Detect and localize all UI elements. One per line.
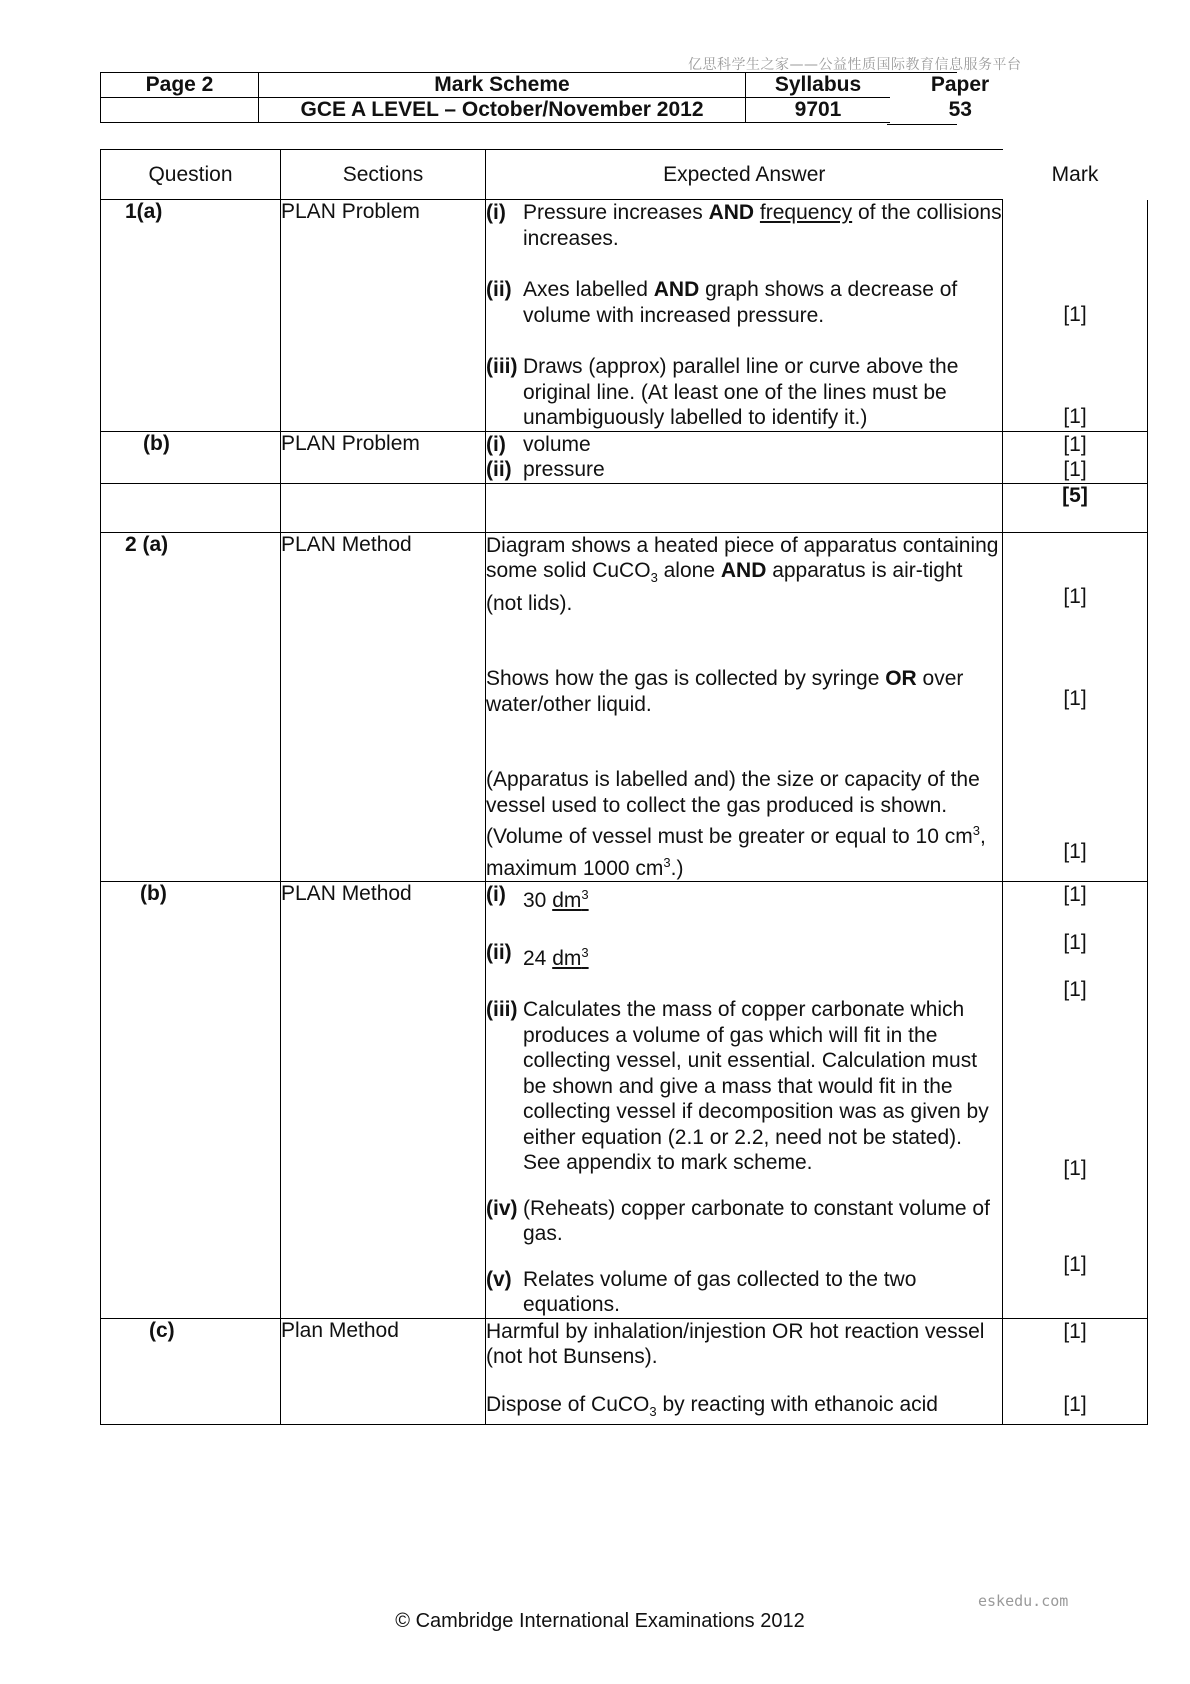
item-label: (i) — [486, 201, 506, 224]
page-label: Page 2 — [101, 73, 259, 98]
mark-value: [1] — [1063, 1253, 1087, 1277]
question-number: (b) — [101, 431, 281, 483]
question-number: 2 (a) — [101, 532, 281, 882]
answer-text: 30 $dm^3$ — [523, 887, 589, 913]
mark-value: [1] — [1063, 686, 1087, 710]
answer-text: Axes labelled AND graph shows a decrease of volume with increased pressure. — [523, 278, 958, 327]
mark-value: [1] — [1063, 1156, 1087, 1180]
mark-cell — [1003, 1318, 1148, 1425]
mark-value: [1] — [1063, 978, 1087, 1002]
question-number: 1(a) — [101, 200, 281, 432]
watermark-top: 亿思科学生之家——公益性质国际教育信息服务平台 — [688, 57, 1022, 73]
section-label: PLAN Method — [281, 532, 486, 882]
section-label: PLAN Problem — [281, 431, 486, 483]
mark-value: [1] — [1063, 883, 1087, 907]
column-header-mark: Mark — [1051, 162, 1099, 186]
item-label: (iii) — [486, 998, 518, 1022]
table-row — [101, 882, 1148, 1319]
answer-text: Diagram shows a heated piece of apparatus containing some solid CuCO$_3$ alone AND apparatus is air-tight (not lids). — [486, 533, 999, 615]
column-header-expected-answer: Expected Answer — [486, 150, 1003, 200]
column-header-question: Question — [101, 150, 281, 200]
table-row — [101, 200, 1148, 432]
mark-scheme-table — [100, 149, 1148, 1425]
answer-text: Dispose of CuCO$_3$ by reacting with ethanoic acid — [486, 1392, 938, 1419]
column-header-sections: Sections — [281, 150, 486, 200]
answer-text: Relates volume of gas collected to the two equations. — [523, 1267, 917, 1317]
section-label: PLAN Method — [281, 882, 486, 1319]
paper-number: 53 — [948, 98, 972, 121]
answer-text: 24 $dm^3$ — [523, 944, 589, 970]
question-number: (c) — [101, 1318, 281, 1425]
divider — [887, 72, 957, 73]
header-table — [100, 72, 1031, 123]
item-label: (ii) — [486, 278, 512, 301]
mark-value: [1] — [1063, 584, 1087, 608]
mark-cell — [1003, 200, 1148, 432]
item-label: (ii) — [486, 940, 512, 964]
answer-text: Shows how the gas is collected by syringe OR over water/other liquid. — [486, 667, 964, 716]
expected-answer — [486, 882, 1003, 1319]
mark-value: [1] — [1063, 404, 1087, 428]
expected-answer — [486, 431, 1003, 483]
table-row — [101, 431, 1148, 483]
table-row — [101, 1318, 1148, 1425]
mark-value: [1] — [1063, 432, 1087, 456]
mark-value: [1] — [1063, 302, 1087, 326]
table-row — [101, 483, 1148, 532]
item-label: (ii) — [486, 458, 512, 481]
mark-cell — [1003, 431, 1148, 483]
syllabus-label: Syllabus — [746, 73, 891, 98]
answer-text: pressure — [523, 458, 605, 481]
watermark-bottom: eskedu.com — [978, 1592, 1069, 1610]
paper-label: Paper — [930, 73, 990, 96]
section-label: PLAN Problem — [281, 200, 486, 432]
mark-value: [1] — [1063, 1392, 1087, 1416]
item-label: (iv) — [486, 1196, 518, 1220]
divider — [887, 124, 957, 125]
mark-value: [1] — [1063, 839, 1087, 863]
table-row — [101, 532, 1148, 882]
expected-answer — [486, 200, 1003, 432]
mark-cell — [1003, 532, 1148, 882]
answer-text: Draws (approx) parallel line or curve above the original line. (At least one of the lines must be unambiguously labelled to identify it.) — [523, 355, 959, 429]
answer-text: volume — [523, 432, 591, 456]
answer-text: Harmful by inhalation/injestion OR hot reaction vessel (not hot Bunsens). — [486, 1319, 985, 1369]
question-number: (b) — [101, 882, 281, 1319]
answer-text: Calculates the mass of copper carbonate which produces a volume of gas which will fit in the collecting vessel, unit essential. Calculation must be shown and give a mass that would fit in the collecting vessel if decomposition was as given by either equation (2.1 or 2.2, need not be stated). See appendix to mark scheme. — [523, 998, 989, 1175]
mark-value: [1] — [1063, 930, 1087, 954]
answer-text: Pressure increases AND frequency of the collisions increases. — [523, 201, 1002, 250]
item-label: (i) — [486, 883, 506, 907]
answer-text: (Apparatus is labelled and) the size or capacity of the vessel used to collect the gas produced is shown. (Volume of vessel must be greater or equal to 10 $cm^3$, maximum 1000 $cm^3$.) — [486, 768, 986, 880]
item-label: (v) — [486, 1267, 512, 1291]
section-label: Plan Method — [281, 1318, 486, 1425]
item-label: (i) — [486, 432, 506, 456]
item-label: (iii) — [486, 355, 518, 378]
total-mark: [5] — [1003, 483, 1148, 532]
syllabus-code: 9701 — [746, 98, 891, 123]
expected-answer — [486, 532, 1003, 882]
mark-scheme-label: Mark Scheme — [259, 73, 746, 98]
copyright-footer: © Cambridge International Examinations 2012 — [395, 1610, 805, 1632]
mark-value: [1] — [1063, 458, 1087, 481]
mark-value: [1] — [1063, 1319, 1087, 1343]
exam-title: GCE A LEVEL – October/November 2012 — [259, 98, 746, 123]
mark-cell — [1003, 882, 1148, 1319]
answer-text: (Reheats) copper carbonate to constant volume of gas. — [523, 1196, 990, 1246]
expected-answer — [486, 1318, 1003, 1425]
